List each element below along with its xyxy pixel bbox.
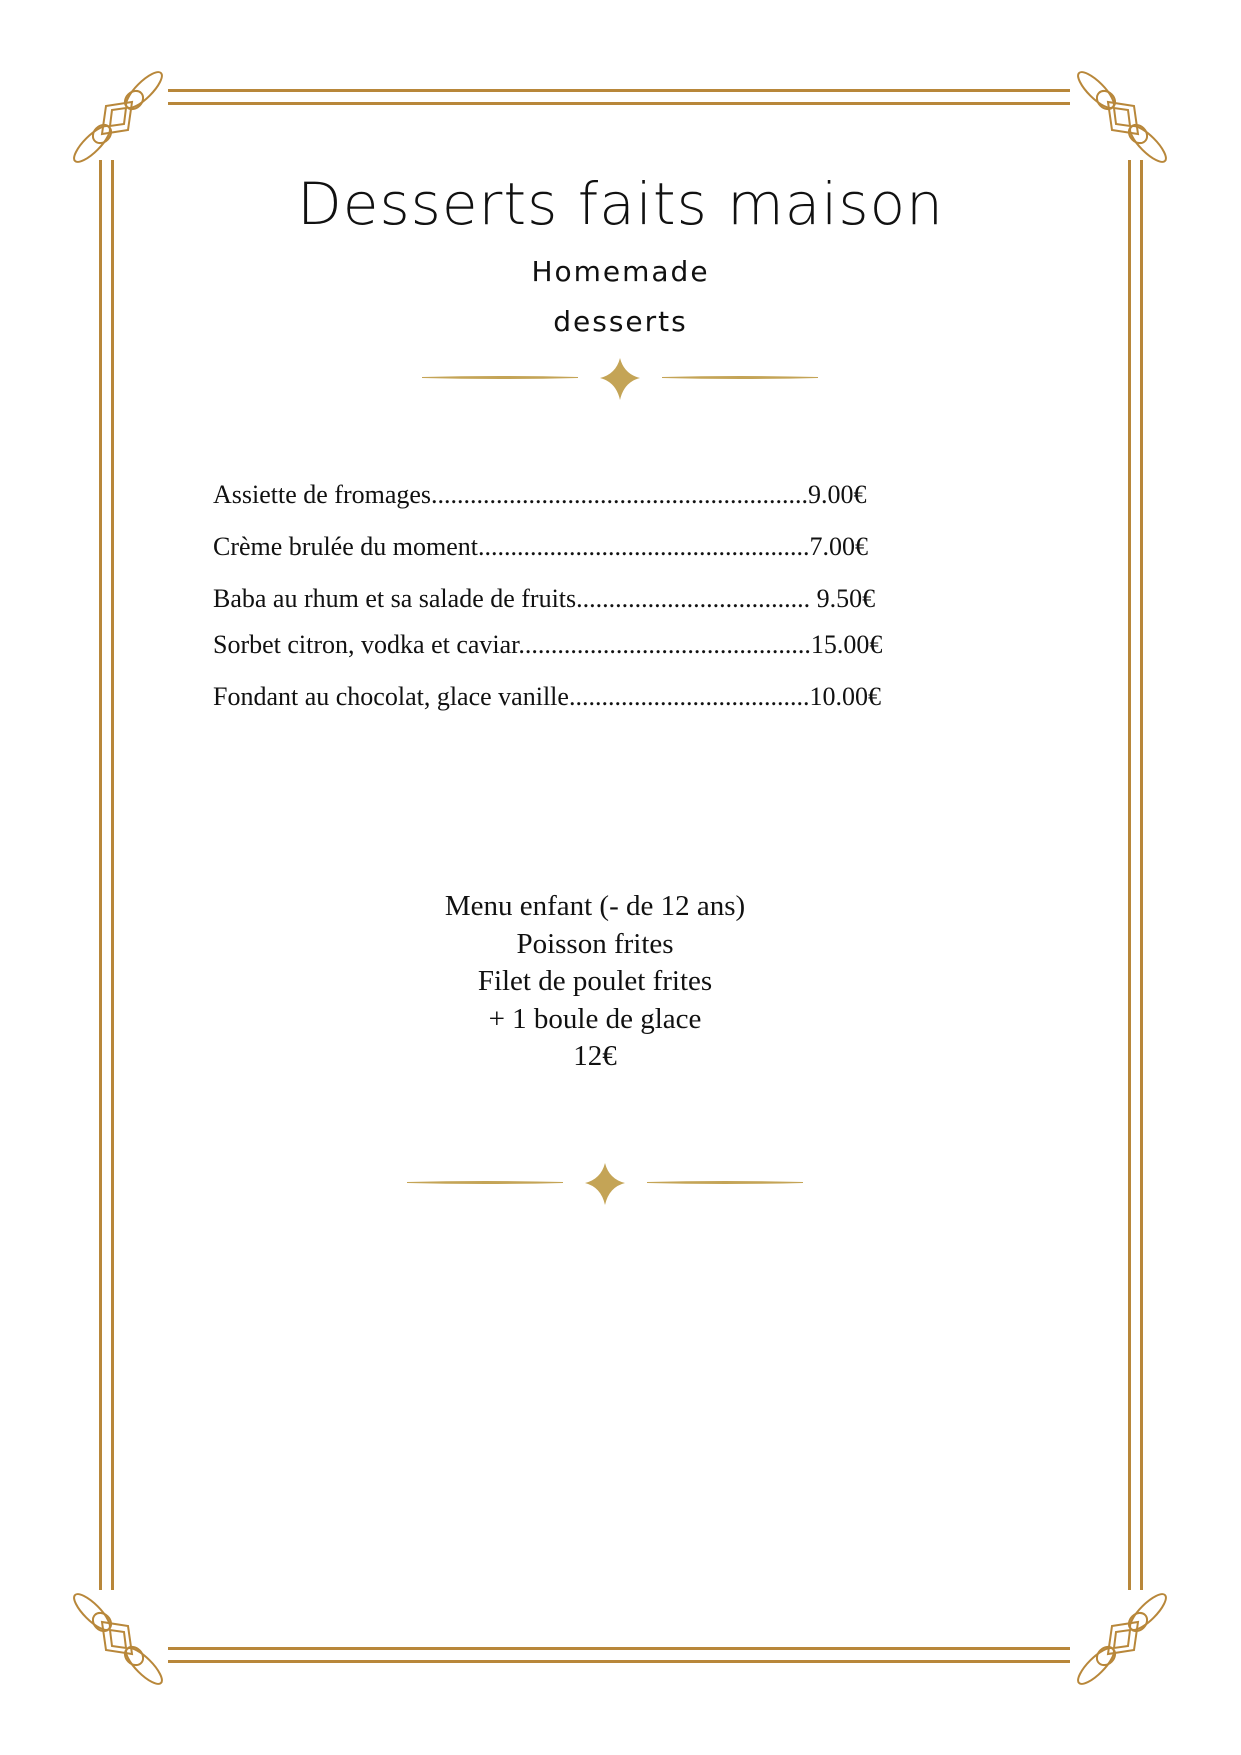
corner-ornament-icon [70,1588,170,1688]
frame-bottom-outer [168,1660,1070,1663]
menu-item-name: Baba au rhum et sa salade de fruits [213,584,577,613]
kids-menu-line: + 1 boule de glace [488,1002,702,1035]
menu-item-leader: .......................................................... [431,480,809,509]
menu-item-name: Sorbet citron, vodka et caviar [213,630,519,659]
frame-top-outer [168,89,1070,92]
star-divider-icon [420,358,820,402]
menu-item [213,584,875,614]
subtitle-line-1: Homemade [531,255,710,288]
kids-menu-line: Filet de poulet frites [477,965,713,997]
kids-menu [0,888,1190,1076]
corner-ornament-icon [1070,68,1170,168]
star-divider-icon [405,1163,805,1207]
frame-left-outer [99,160,102,1590]
menu-item-price: 15.00€ [810,630,883,659]
menu-item-price: 7.00€ [809,532,868,561]
menu-item-price: 9.00€ [808,480,867,509]
menu-item-name: Assiette de fromages [213,480,432,509]
corner-ornament-icon [70,68,170,168]
page-title: Desserts faits maison [297,170,944,238]
kids-menu-line: Poisson frites [516,927,674,960]
menu-item [213,682,881,712]
menu-item-leader: ................................................... [477,532,810,561]
menu-item-leader: ............................................. [518,630,811,659]
menu-item [213,532,868,562]
menu-item [213,480,867,510]
frame-top-inner [168,102,1070,105]
subtitle-line-2: desserts [553,305,688,338]
menu-item-leader: ..................................... [568,682,810,711]
menu-item-leader: .................................... [576,584,817,613]
menu-item-name: Fondant au chocolat, glace vanille [213,682,569,711]
menu-item [213,630,882,660]
corner-ornament-icon [1070,1588,1170,1688]
menu-item-name: Crème brulée du moment [213,532,478,561]
kids-menu-price: 12€ [573,1040,617,1072]
frame-right-inner [1128,160,1131,1590]
menu-item-price: 9.50€ [816,584,876,613]
menu-item-price: 10.00€ [809,682,881,711]
frame-left-inner [111,160,114,1590]
kids-menu-title: Menu enfant (- de 12 ans) [444,890,746,922]
frame-bottom-inner [168,1647,1070,1650]
frame-right-outer [1140,160,1143,1590]
